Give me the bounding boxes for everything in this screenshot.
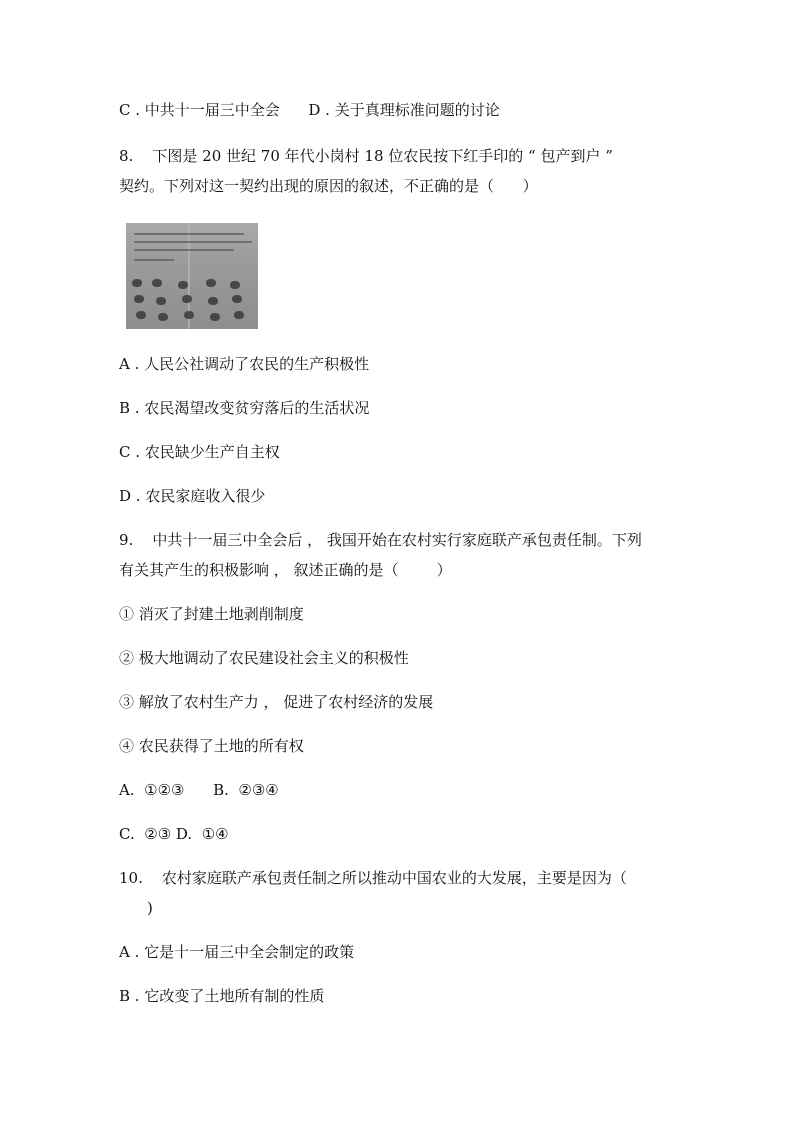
q10-option-b: B . 它改变了土地所有制的性质 [119,987,325,1005]
q8-option-c: C . 农民缺少生产自主权 [119,443,280,461]
q8-stem-line-2: 契约。下列对这一契约出现的原因的叙述，不正确的是（ ） [119,177,538,195]
q9-item-4: ④ 农民获得了土地的所有权 [119,737,304,755]
q10-stem-line-2: ) [147,899,153,917]
q9-stem-line-2: 有关其产生的积极影响 ， 叙述正确的是（ ） [119,561,452,579]
q8-option-d: D . 农民家庭收入很少 [119,487,266,505]
contract-photo [126,223,258,329]
q8-option-b: B . 农民渴望改变贫穷落后的生活状况 [119,399,370,417]
q8-option-a: A . 人民公社调动了农民的生产积极性 [119,355,370,373]
q9-item-3: ③ 解放了农村生产力 ， 促进了农村经济的发展 [119,693,434,711]
q8-stem-line-1: 8. 下图是 20 世纪 70 年代小岗村 18 位农民按下红手印的 “ 包产到户 ” [119,147,613,165]
q10-stem-line-1: 10. 农村家庭联产承包责任制之所以推动中国农业的大发展，主要是因为（ [119,869,627,887]
q9-stem-line-1: 9. 中共十一届三中全会后 ， 我国开始在农村实行家庭联产承包责任制。下列 [119,531,642,549]
q9-options-cd: C. ②③ D. ①④ [119,825,229,843]
q9-options-ab: A. ①②③ B. ②③④ [119,781,279,799]
q7-options-cd: C . 中共十一届三中全会 D . 关于真理标准问题的讨论 [119,101,500,119]
q9-item-2: ② 极大地调动了农民建设社会主义的积极性 [119,649,409,667]
q10-option-a: A . 它是十一届三中全会制定的政策 [119,943,355,961]
q9-item-1: ① 消灭了封建土地剥削制度 [119,605,304,623]
